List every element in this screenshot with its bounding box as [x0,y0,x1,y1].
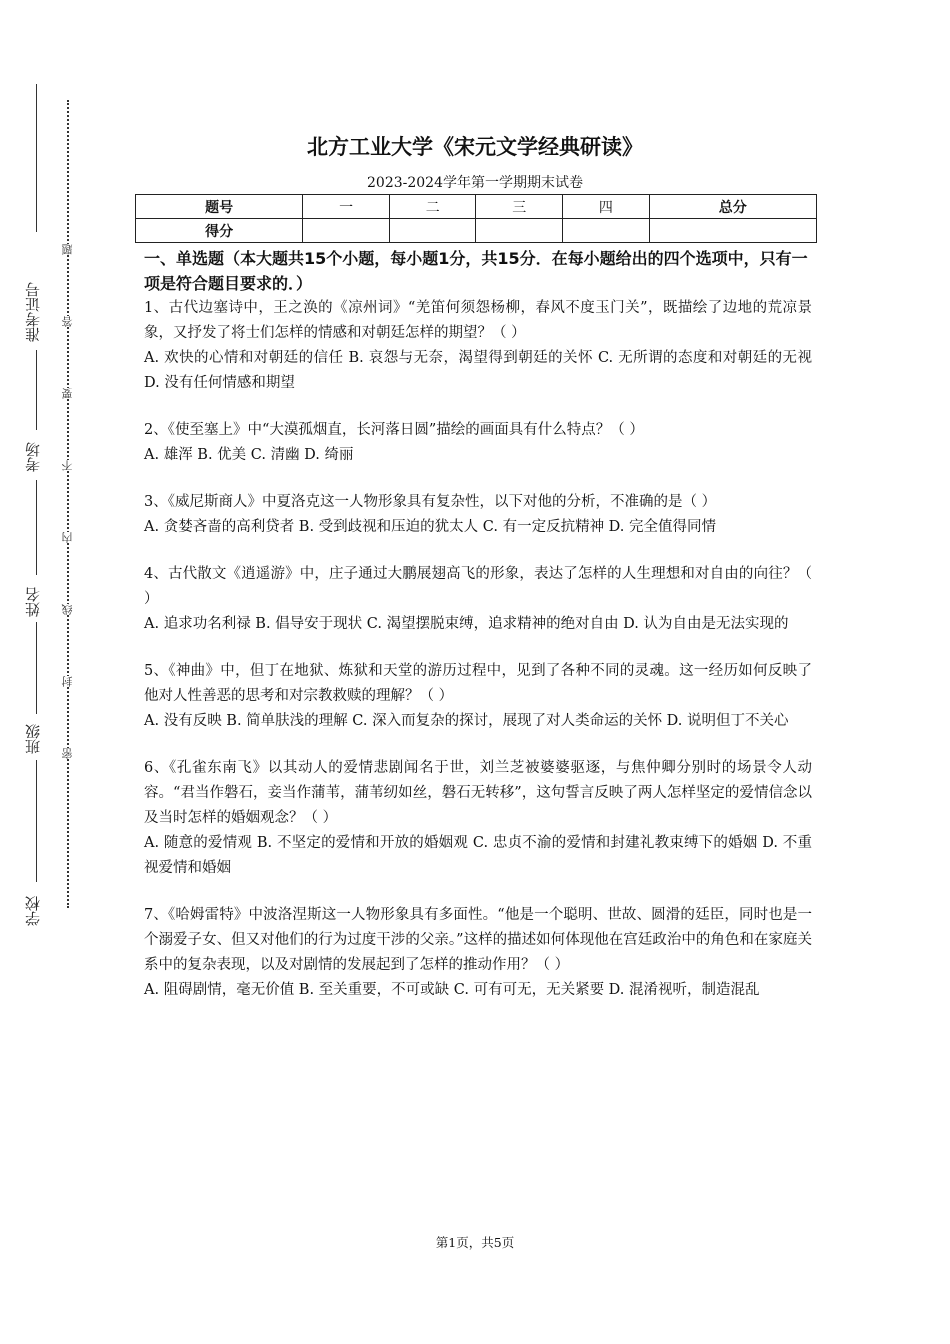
seal-char-8: 密 [61,748,74,759]
question-3 [144,490,812,540]
question-4 [144,562,812,637]
score-header-part4: 四 [563,195,650,219]
score-table-header-row [136,195,817,219]
score-row-label: 得分 [136,219,303,243]
field-line-name [36,480,37,575]
field-label-school: 学校 [24,896,42,926]
question-6 [144,756,812,881]
question-list [144,296,812,1025]
question-stem: 2、《使至塞上》中“大漠孤烟直，长河落日圆”描绘的画面具有什么特点？（ ） [144,422,644,438]
question-stem: 3、《威尼斯商人》中夏洛克这一人物形象具有复杂性，以下对他的分析，不准确的是（ ） [144,494,717,510]
section-title: 一、单选题（本大题共15个小题，每小题1分，共15分．在每小题给出的四个选项中，只有一项是符合题目要求的．） [144,249,808,293]
question-stem: 6、《孔雀东南飞》以其动人的爱情悲剧闻名于世，刘兰芝被婆婆驱逐，与焦仲卿分别时的场景令人动容。“君当作磐石，妾当作蒲苇，蒲苇纫如丝，磐石无转移”，这句誓言反映了两人怎样坚定的爱情信念以及当时怎样的婚姻观念？（ ） [144,760,812,826]
score-header-part3: 三 [476,195,563,219]
field-label-class: 班级 [24,724,42,754]
score-cell-3[interactable] [476,219,563,243]
score-cell-4[interactable] [563,219,650,243]
question-options: A. 没有反映 B. 简单肤浅的理解 C. 深入而复杂的探讨，展现了对人类命运的关怀 D. 说明但丁不关心 [144,713,789,729]
question-stem: 5、《神曲》中，但丁在地狱、炼狱和天堂的游历过程中，见到了各种不同的灵魂。这一经历如何反映了他对人性善恶的思考和对宗教救赎的理解？（ ） [144,663,812,704]
question-2 [144,418,812,468]
seal-dotted-line [67,100,69,908]
field-label-exam-id: 准考证号 [24,282,42,342]
question-options: A. 贪婪吝啬的高利贷者 B. 受到歧视和压迫的犹太人 C. 有一定反抗精神 D. 完全值得同情 [144,519,717,535]
score-cell-1[interactable] [303,219,390,243]
score-cell-total[interactable] [649,219,816,243]
question-options: A. 随意的爱情观 B. 不坚定的爱情和开放的婚姻观 C. 忠贞不渝的爱情和封建礼教束缚下的婚姻 D. 不重视爱情和婚姻 [144,835,812,876]
question-5 [144,659,812,734]
exam-title: 北方工业大学《宋元文学经典研读》 [307,135,643,159]
question-7 [144,903,812,1003]
page-footer: 第1页，共5页 [435,1235,515,1250]
question-stem: 1、古代边塞诗中，王之涣的《凉州词》“羌笛何须怨杨柳，春风不度玉门关”，既描绘了边地的荒凉景象，又抒发了将士们怎样的情感和对朝廷怎样的期望？（ ） [144,300,812,341]
question-1 [144,296,812,396]
question-options: A. 欢快的心情和对朝廷的信任 B. 哀怨与无奈，渴望得到朝廷的关怀 C. 无所谓的态度和对朝廷的无视 D. 没有任何情感和期望 [144,350,812,391]
field-line-class [36,622,37,714]
field-line-room [36,350,37,430]
seal-char-5: 内 [61,532,74,543]
field-line-school [36,760,37,882]
score-table-score-row [136,219,817,243]
field-label-room: 考场 [24,442,42,472]
question-options: A. 追求功名利禄 B. 倡导安于现状 C. 渴望摆脱束缚，追求精神的绝对自由 D. 认为自由是无法实现的 [144,616,789,632]
seal-char-1: 题 [61,244,74,255]
question-options: A. 阻碍剧情，毫无价值 B. 至关重要，不可或缺 C. 可有可无，无关紧要 D. 混淆视听，制造混乱 [144,982,760,998]
question-options: A. 雄浑 B. 优美 C. 清幽 D. 绮丽 [144,447,354,463]
score-header-part1: 一 [303,195,390,219]
question-stem: 7、《哈姆雷特》中波洛涅斯这一人物形象具有多面性。“他是一个聪明、世故、圆滑的廷臣，同时也是一个溺爱子女、但又对他们的行为过度干涉的父亲。”这样的描述如何体现他在宫廷政治中的角色和在家庭关系中的复杂表现，以及对剧情的发展起到了怎样的推动作用？（ ） [144,907,812,973]
seal-char-6: 线 [61,604,74,615]
score-table [135,194,817,243]
question-stem: 4、古代散文《逍遥游》中，庄子通过大鹏展翅高飞的形象，表达了怎样的人生理想和对自由的向往？（ ） [144,566,812,607]
seal-char-4: 不 [61,460,74,471]
exam-subtitle: 2023-2024学年第一学期期末试卷 [367,175,583,191]
score-header-label: 题号 [136,195,303,219]
field-label-name: 姓名 [24,587,42,617]
score-cell-2[interactable] [389,219,476,243]
score-header-total: 总分 [649,195,816,219]
seal-char-7: 封 [61,676,74,687]
seal-char-2: 答 [61,316,74,327]
seal-char-3: 要 [61,388,74,399]
score-header-part2: 二 [389,195,476,219]
